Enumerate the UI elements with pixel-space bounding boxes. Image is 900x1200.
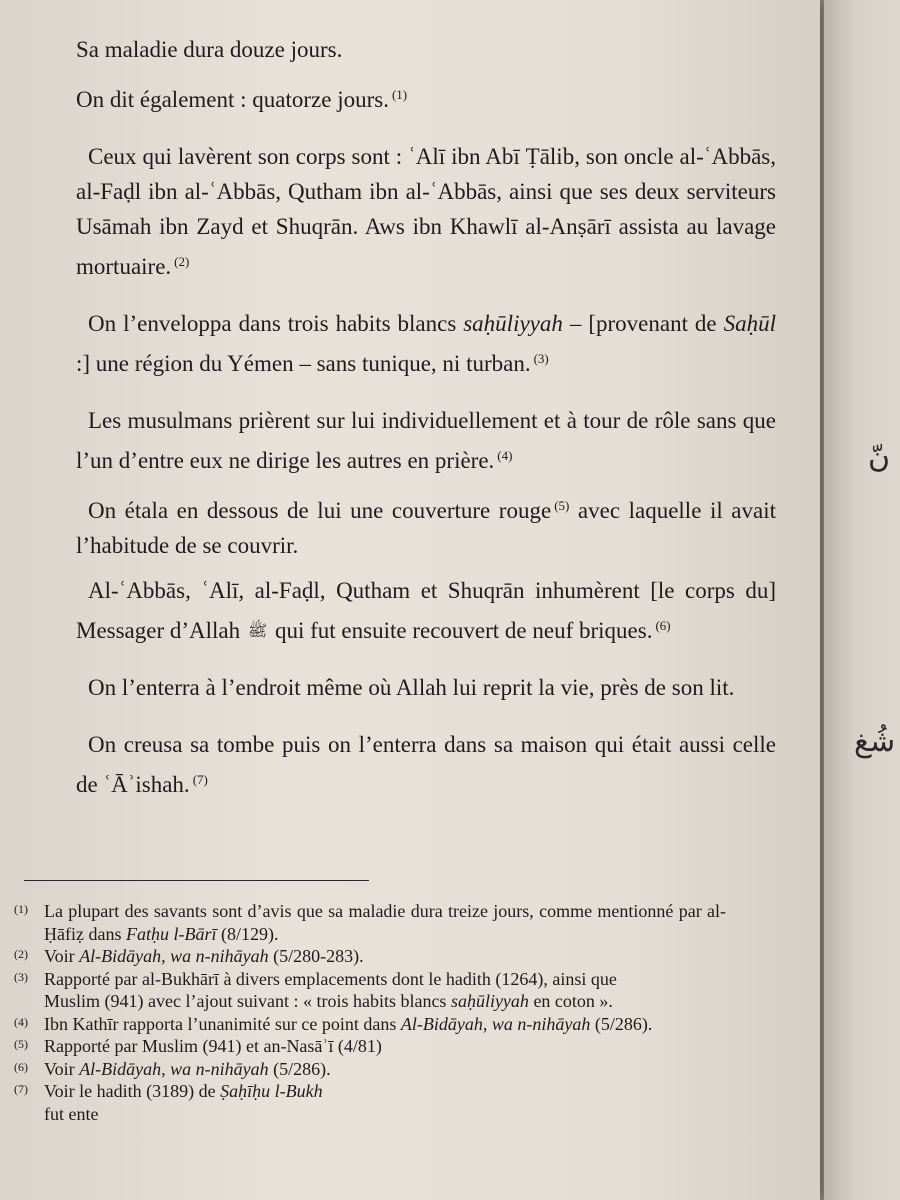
footnote-7-number: (7)	[14, 1082, 28, 1096]
footnotes	[14, 900, 726, 1125]
footnote-5	[14, 1035, 726, 1058]
footnote-3-number: (3)	[14, 969, 28, 984]
footnote-2-text-b: (5/280-283).	[268, 946, 364, 966]
footnote-7	[14, 1080, 726, 1125]
footnote-2-title: Al-Bidāyah, wa n-nihāyah	[79, 946, 269, 966]
footnote-4-title: Al-Bidāyah, wa n-nihāyah	[400, 1013, 591, 1034]
footnote-4-text-b: (5/286).	[590, 1013, 653, 1034]
footnote-6-text-a: Voir	[44, 1058, 80, 1079]
footnote-3-line-2-b: en coton ».	[528, 991, 613, 1011]
footnote-1-number: (1)	[14, 902, 28, 916]
footnote-ref-3: (3)	[533, 351, 549, 366]
footnote-4-text-a: Ibn Kathīr rapporta l’unanimité sur ce point dans	[44, 1013, 401, 1034]
footnote-4-number: (4)	[14, 1014, 28, 1029]
paragraph-9-text: On creusa sa tombe puis on l’enterra dans sa maison qui était aussi celle de ʿĀʾishah.	[76, 732, 776, 797]
footnote-6	[14, 1058, 726, 1081]
footnote-divider	[24, 880, 369, 881]
footnote-7-cut-line: fut ente	[44, 1103, 99, 1124]
paragraph-9	[76, 727, 776, 802]
salawat-seal-icon: ﷺ	[247, 621, 268, 640]
footnote-1-text-b: (8/129).	[216, 923, 279, 944]
paragraph-3	[76, 139, 776, 284]
paragraph-4	[76, 306, 776, 381]
paragraph-6-text-a: On étala en dessous de lui une couverture rouge	[88, 498, 552, 523]
paragraph-4-text-c: :] une région du Yémen – sans tunique, ni turban.	[76, 351, 531, 376]
main-text	[76, 32, 776, 802]
footnote-4	[14, 1013, 726, 1036]
footnote-3-line-2-a: Muslim (941) avec l’ajout suivant : « trois habits blancs	[44, 991, 451, 1011]
footnote-2-number: (2)	[14, 947, 28, 961]
footnote-2-text-a: Voir	[44, 946, 80, 966]
paragraph-6-text-b: avec laquelle il avait l’habitude de se couvrir.	[76, 498, 777, 558]
paragraph-1	[76, 32, 776, 67]
term-sahuliyyah: saḥūliyyah	[463, 311, 563, 336]
footnote-3-line-1: Rapporté par al-Bukhārī à divers emplacements dont le hadith (1264), ainsi que	[44, 968, 617, 989]
paragraph-5	[76, 403, 776, 478]
footnote-6-text-b: (5/286).	[268, 1058, 331, 1079]
footnote-5-text: Rapporté par Muslim (941) et an-Nasāʾī (4/81)	[44, 1036, 382, 1056]
footnote-ref-7: (7)	[192, 772, 208, 787]
footnote-ref-1: (1)	[391, 87, 408, 102]
term-sahul: Saḥūl	[723, 311, 776, 336]
footnote-1-title: Fatḥu l-Bārī	[125, 923, 217, 944]
footnote-5-number: (5)	[14, 1037, 28, 1051]
footnote-7-title: Ṣaḥīḥu l-Bukh	[220, 1081, 323, 1101]
paragraph-4-text-b: – [provenant de	[562, 311, 724, 336]
paragraph-8	[76, 670, 776, 705]
facing-page-edge	[824, 0, 900, 1200]
paragraph-1-text: Sa maladie dura douze jours.	[76, 37, 343, 62]
footnote-6-title: Al-Bidāyah, wa n-nihāyah	[79, 1058, 269, 1079]
footnote-7-text-a: Voir le hadith (3189) de	[44, 1081, 221, 1101]
footnote-ref-6: (6)	[655, 618, 671, 633]
footnote-1-text-a: La plupart des savants sont d’avis que sa maladie dura treize jours, comme mentionné par al-Ḥāfiẓ dans	[44, 901, 726, 944]
paragraph-4-text-a: On l’enveloppa dans trois habits blancs	[88, 311, 464, 336]
footnote-1	[14, 900, 726, 945]
paragraph-7	[76, 573, 776, 648]
paragraph-7-text-a: Al-ʿAbbās, ʿAlī, al-Faḍl, Qutham et Shuqrān inhumèrent [le corps du] Messager d’Allah	[76, 578, 776, 643]
arabic-fragment-2: شُغ	[854, 724, 896, 759]
paragraph-5-text: Les musulmans prièrent sur lui individuellement et à tour de rôle sans que l’un d’entre eux ne dirige les autres en prière.	[76, 408, 776, 473]
paragraph-2	[76, 77, 776, 117]
paragraph-8-text: On l’enterra à l’endroit même où Allah lui reprit la vie, près de son lit.	[88, 675, 735, 700]
footnote-2	[14, 945, 726, 968]
paragraph-3-text: Ceux qui lavèrent son corps sont : ʿAlī ibn Abī Ṭālib, son oncle al-ʿAbbās, al-Faḍl ibn al-ʿAbbās, Qutham ibn al-ʿAbbās, ainsi que ses deux serviteurs Usāmah ibn Zayd et Shuqrān. Aws ibn Khawlī al-Anṣārī assista au lavage mortuaire.	[76, 144, 776, 279]
paragraph-6	[76, 488, 776, 563]
footnote-3-term: saḥūliyyah	[450, 991, 529, 1011]
footnote-ref-2: (2)	[174, 254, 190, 269]
paragraph-7-text-b: qui fut ensuite recouvert de neuf briques.	[274, 618, 653, 643]
footnote-ref-4: (4)	[497, 448, 513, 463]
paragraph-2-text: On dit également : quatorze jours.	[76, 87, 389, 112]
footnote-6-number: (6)	[14, 1059, 28, 1074]
arabic-fragment-1: نّ	[868, 440, 891, 475]
footnote-3	[14, 968, 726, 1013]
footnote-ref-5: (5)	[554, 498, 570, 513]
